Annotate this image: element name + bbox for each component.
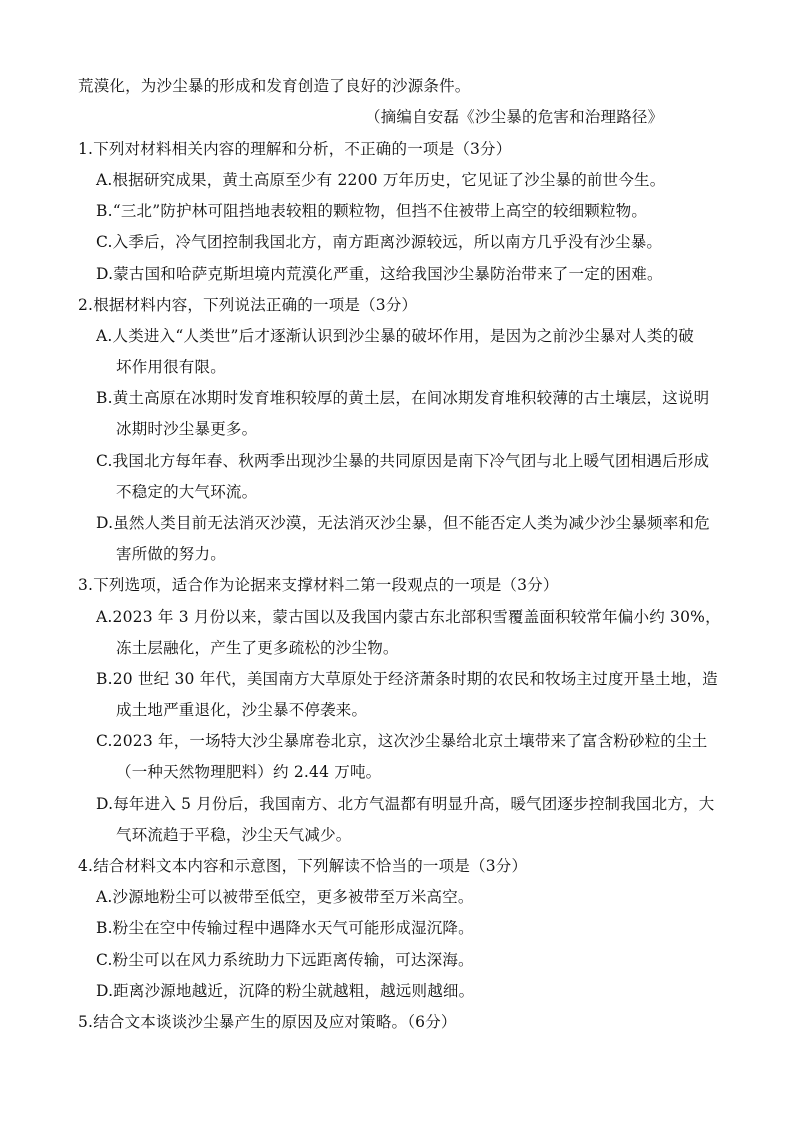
question-4-option-b: B.粉尘在空中传输过程中遇降水天气可能形成湿沉降。 [96,919,474,937]
question-1-option-d: D.蒙古国和哈萨克斯坦境内荒漠化严重，这给我国沙尘暴防治带来了一定的困难。 [96,265,663,283]
question-4-option-c: C.粉尘可以在风力系统助力下远距离传输，可达深海。 [96,951,474,969]
question-4-option-d: D.距离沙源地越近，沉降的粉尘就越粗，越远则越细。 [96,982,475,1000]
question-2-option-d-cont: 害所做的努力。 [116,545,226,563]
question-3-stem: 3.下列选项，适合作为论据来支撑材料二第一段观点的一项是（3分） [78,576,559,594]
question-2-stem: 2.根据材料内容，下列说法正确的一项是（3分） [78,296,418,314]
question-1-option-b: B.“三北”防护林可阻挡地表较粗的颗粒物，但挡不住被带上高空的较细颗粒物。 [96,202,648,220]
question-2-option-d: D.虽然人类目前无法消灭沙漠，无法消灭沙尘暴，但不能否定人类为减少沙尘暴频率和危 [96,514,710,532]
passage-end: 荒漠化，为沙尘暴的形成和发育创造了良好的沙源条件。 [78,77,471,95]
question-2-option-a: A.人类进入“人类世”后才逐渐认识到沙尘暴的破坏作用，是因为之前沙尘暴对人类的破 [96,327,694,345]
question-2-option-a-cont: 坏作用很有限。 [116,358,226,376]
question-1-stem: 1.下列对材料相关内容的理解和分析，不正确的一项是（3分） [78,140,512,158]
question-3-option-a-cont: 冻土层融化，产生了更多疏松的沙尘物。 [116,639,399,657]
question-2-option-b-cont: 冰期时沙尘暴更多。 [116,420,258,438]
question-3-option-c: C.2023 年，一场特大沙尘暴席卷北京，这次沙尘暴给北京土壤带来了富含粉砂粒的尘土 [96,732,708,750]
question-3-option-d-cont: 气环流趋于平稳，沙尘天气减少。 [116,826,352,844]
question-2-option-b: B.黄土高原在冰期时发育堆积较厚的黄土层，在间冰期发育堆积较薄的古土壤层，这说明 [96,389,710,407]
question-1-option-a: A.根据研究成果，黄土高原至少有 2200 万年历史，它见证了沙尘暴的前世今生。 [96,171,666,189]
question-3-option-b-cont: 成土地严重退化，沙尘暴不停袭来。 [116,701,368,719]
question-4-option-a: A.沙源地粉尘可以被带至低空，更多被带至万米高空。 [96,888,474,906]
source-citation: （摘编自安磊《沙尘暴的危害和治理路径》 [365,108,664,126]
question-4-stem: 4.结合材料文本内容和示意图，下列解读不恰当的一项是（3分） [78,857,528,875]
question-3-option-c-cont: （一种天然物理肥料）约 2.44 万吨。 [116,763,382,781]
question-3-option-b: B.20 世纪 30 年代，美国南方大草原处于经济萧条时期的农民和牧场主过度开垦土地，造 [96,670,718,688]
question-3-option-a: A.2023 年 3 月份以来，蒙古国以及我国内蒙古东北部积雪覆盖面积较常年偏小约 30%， [96,608,721,626]
question-3-option-d: D.每年进入 5 月份后，我国南方、北方气温都有明显升高，暖气团逐步控制我国北方，大 [96,795,715,813]
question-2-option-c-cont: 不稳定的大气环流。 [116,483,258,501]
question-1-option-c: C.入季后，冷气团控制我国北方，南方距离沙源较远，所以南方几乎没有沙尘暴。 [96,233,663,251]
question-2-option-c: C.我国北方每年春、秋两季出现沙尘暴的共同原因是南下冷气团与北上暖气团相遇后形成 [96,452,710,470]
question-5-stem: 5.结合文本谈谈沙尘暴产生的原因及应对策略。（6分） [78,1013,457,1031]
